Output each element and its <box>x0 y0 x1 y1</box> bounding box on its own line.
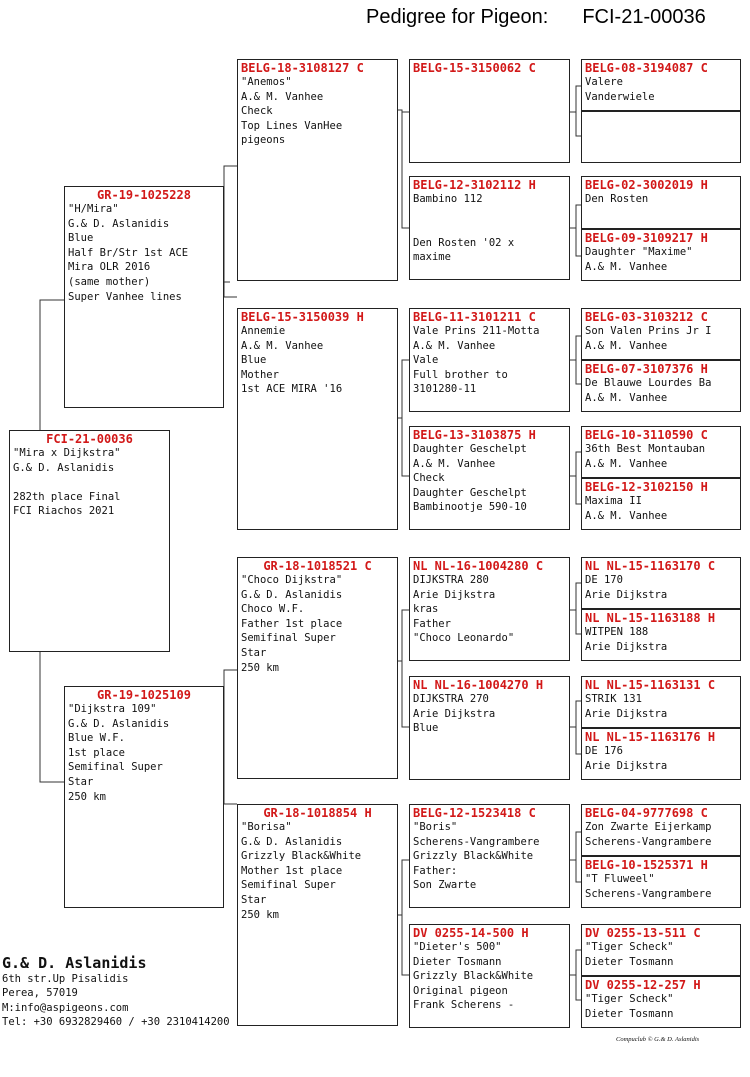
ring-number: BELG-12-3102150 H <box>585 480 708 494</box>
pigeon-card-gen4-8[interactable] <box>409 924 570 1028</box>
pigeon-detail-line: Star <box>68 775 94 788</box>
pigeon-detail-line: A.& M. Vanhee <box>241 90 324 103</box>
pigeon-card-sire-sire[interactable] <box>237 59 398 281</box>
pigeon-detail-line: "T Fluweel" <box>585 873 655 885</box>
pigeon-card-sire[interactable] <box>64 186 224 408</box>
pigeon-detail-line: Semifinal Super <box>241 879 336 892</box>
pigeon-detail-line <box>413 207 566 222</box>
pigeon-detail-line: Son Zwarte <box>413 879 477 892</box>
pigeon-detail-line: Check <box>413 472 445 485</box>
pigeon-card-gen5-16[interactable] <box>581 976 741 1028</box>
pigeon-detail-line: Vale <box>413 354 439 367</box>
ring-number: BELG-08-3194087 C <box>585 61 708 75</box>
pigeon-detail-line: A.& M. Vanhee <box>585 339 668 352</box>
pigeon-detail-line: G.& D. Aslanidis <box>68 217 170 230</box>
pigeon-detail-line: G.& D. Aslanidis <box>241 588 343 601</box>
pigeon-detail-line: Blue <box>68 232 94 245</box>
pigeon-detail-line: Maxima II <box>585 495 642 507</box>
breeder-address-line: Perea, 57019 <box>2 987 78 1000</box>
pigeon-detail-line: A.& M. Vanhee <box>413 339 496 352</box>
ring-number: NL NL-15-1163131 C <box>585 678 716 692</box>
pigeon-detail-line <box>13 475 166 490</box>
pigeon-detail-line: 36th Best Montauban <box>585 443 706 455</box>
pigeon-card-gen5-3[interactable] <box>581 176 741 229</box>
ring-number: GR-18-1018521 C <box>263 559 372 573</box>
pigeon-card-gen4-1[interactable] <box>409 59 570 163</box>
ring-number: BELG-15-3150062 C <box>413 61 536 75</box>
pigeon-detail-line: G.& D. Aslanidis <box>241 835 343 848</box>
pigeon-detail-line: Valere <box>585 76 623 88</box>
pigeon-detail-line: Full brother to <box>413 368 508 381</box>
pigeon-card-gen5-4[interactable] <box>581 229 741 281</box>
pigeon-card-subject[interactable] <box>9 430 170 652</box>
pigeon-detail-line: Vanderwiele <box>585 90 655 103</box>
ring-number: BELG-12-1523418 C <box>413 806 536 820</box>
ring-number: GR-19-1025228 <box>97 188 191 202</box>
pigeon-detail-line: Arie Dijkstra <box>585 588 668 601</box>
pigeon-detail-line: 282th place Final <box>13 490 121 503</box>
pigeon-detail-line: Top Lines VanHee <box>241 119 343 132</box>
pigeon-detail-line: "H/Mira" <box>68 203 119 215</box>
pigeon-detail-line: A.& M. Vanhee <box>585 391 668 404</box>
pigeon-detail-line: Arie Dijkstra <box>585 759 668 772</box>
ring-number: DV 0255-12-257 H <box>585 978 701 992</box>
pigeon-detail-line: 1st ACE MIRA '16 <box>241 383 343 396</box>
pigeon-detail-line: Blue W.F. <box>68 732 125 745</box>
pigeon-card-gen4-4[interactable] <box>409 426 570 530</box>
pigeon-detail-line: "Tiger Scheck" <box>585 993 674 1005</box>
ring-number: BELG-11-3101211 C <box>413 310 536 324</box>
pigeon-detail-line: 250 km <box>241 661 279 674</box>
pigeon-card-gen4-2[interactable] <box>409 176 570 280</box>
pigeon-card-gen5-14[interactable] <box>581 856 741 908</box>
pigeon-detail-line: DIJKSTRA 280 <box>413 574 489 586</box>
pigeon-detail-line: Mother <box>241 368 279 381</box>
pigeon-detail-line: Daughter Geschelpt <box>413 486 527 499</box>
pigeon-detail-line: DIJKSTRA 270 <box>413 693 489 705</box>
pigeon-detail-line: "Borisa" <box>241 821 292 833</box>
pigeon-detail-line: Dieter Tosmann <box>585 1007 674 1020</box>
pigeon-detail-line: 250 km <box>68 790 106 803</box>
pigeon-detail-line: Dieter Tosmann <box>585 955 674 968</box>
pigeon-detail-line: Half Br/Str 1st ACE <box>68 246 189 259</box>
pigeon-detail-line: 1st place <box>68 746 125 759</box>
pigeon-card-gen5-15[interactable] <box>581 924 741 976</box>
ring-number: BELG-09-3109217 H <box>585 231 708 245</box>
pigeon-card-gen5-11[interactable] <box>581 676 741 728</box>
pigeon-detail-line: A.& M. Vanhee <box>585 260 668 273</box>
pigeon-detail-line: Star <box>241 646 267 659</box>
pigeon-detail-line: STRIK 131 <box>585 693 642 705</box>
pigeon-card-gen4-5[interactable] <box>409 557 570 661</box>
pigeon-detail-line: Den Rosten <box>585 193 649 205</box>
ring-number: BELG-07-3107376 H <box>585 362 708 376</box>
pigeon-card-dam-sire[interactable] <box>237 557 398 779</box>
pigeon-card-gen5-6[interactable] <box>581 360 741 412</box>
ring-number: BELG-13-3103875 H <box>413 428 536 442</box>
pigeon-detail-line: "Dieter's 500" <box>413 941 502 953</box>
pigeon-detail-line: Choco W.F. <box>241 603 305 616</box>
pigeon-detail-line: Bambinootje 590-10 <box>413 501 527 514</box>
pigeon-detail-line: Scherens-Vangrambere <box>585 835 712 848</box>
pigeon-card-gen5-12[interactable] <box>581 728 741 780</box>
pigeon-detail-line: Mother 1st place <box>241 864 343 877</box>
pigeon-card-gen5-8[interactable] <box>581 478 741 530</box>
pigeon-detail-line: Original pigeon <box>413 984 508 997</box>
pigeon-detail-line: G.& D. Aslanidis <box>68 717 170 730</box>
ring-number: GR-19-1025109 <box>97 688 191 702</box>
pigeon-detail-line: "Mira x Dijkstra" <box>13 447 121 459</box>
pigeon-detail-line: Father <box>413 617 451 630</box>
pigeon-detail-line: Grizzly Black&White <box>413 850 534 863</box>
ring-number: BELG-15-3150039 H <box>241 310 364 324</box>
pigeon-card-gen4-3[interactable] <box>409 308 570 412</box>
ring-number: BELG-10-3110590 C <box>585 428 708 442</box>
pigeon-detail-line: A.& M. Vanhee <box>241 339 324 352</box>
title-ring: FCI-21-00036 <box>582 6 706 28</box>
pigeon-detail-line: Father: <box>413 864 458 877</box>
ring-number: DV 0255-14-500 H <box>413 926 529 940</box>
pigeon-card-dam-dam[interactable] <box>237 804 398 1026</box>
pigeon-detail-line: "Choco Dijkstra" <box>241 574 343 586</box>
pigeon-card-gen5-2[interactable] <box>581 111 741 163</box>
pigeon-card-sire-dam[interactable] <box>237 308 398 530</box>
pigeon-detail-line: A.& M. Vanhee <box>585 457 668 470</box>
pigeon-detail-line: Annemie <box>241 325 286 337</box>
pigeon-detail-line: Bambino 112 <box>413 193 483 205</box>
pigeon-detail-line: "Boris" <box>413 821 458 833</box>
pigeon-detail-line: kras <box>413 603 439 616</box>
ring-number: BELG-18-3108127 C <box>241 61 364 75</box>
ring-number: BELG-12-3102112 H <box>413 178 536 192</box>
pigeon-detail-line: "Tiger Scheck" <box>585 941 674 953</box>
pigeon-detail-line: DE 170 <box>585 574 623 586</box>
footer-credit: Compuclub © G.& D. Aslanidis <box>616 1036 700 1043</box>
pigeon-detail-line <box>413 221 566 236</box>
ring-number: NL NL-16-1004280 C <box>413 559 544 573</box>
ring-number: BELG-10-1525371 H <box>585 858 708 872</box>
pigeon-detail-line: Semifinal Super <box>241 632 336 645</box>
pigeon-detail-line: pigeons <box>241 134 286 147</box>
pigeon-detail-line: DE 176 <box>585 745 623 757</box>
breeder-name: G.& D. Aslanidis <box>2 954 147 972</box>
pigeon-detail-line: Star <box>241 893 267 906</box>
pigeon-detail-line: 250 km <box>241 908 279 921</box>
pigeon-detail-line: Den Rosten '02 x <box>413 236 515 249</box>
ring-number: DV 0255-13-511 C <box>585 926 701 940</box>
pigeon-detail-line: A.& M. Vanhee <box>413 457 496 470</box>
pigeon-detail-line: Son Valen Prins Jr I <box>585 325 712 337</box>
pigeon-detail-line: WITPEN 188 <box>585 626 649 638</box>
pigeon-card-gen4-6[interactable] <box>409 676 570 780</box>
pigeon-detail-line: Vale Prins 211-Motta <box>413 325 540 337</box>
pigeon-detail-line: Zon Zwarte Eijerkamp <box>585 821 712 833</box>
ring-number: BELG-04-9777698 C <box>585 806 708 820</box>
pigeon-detail-line: Blue <box>241 354 267 367</box>
pigeon-detail-line: Blue <box>413 722 439 735</box>
ring-number: BELG-03-3103212 C <box>585 310 708 324</box>
ring-number: BELG-02-3002019 H <box>585 178 708 192</box>
pigeon-card-gen5-10[interactable] <box>581 609 741 661</box>
ring-number: NL NL-15-1163170 C <box>585 559 716 573</box>
pigeon-detail-line: Frank Scherens - <box>413 999 515 1012</box>
pigeon-card-gen4-7[interactable] <box>409 804 570 908</box>
pigeon-detail-line: De Blauwe Lourdes Ba <box>585 377 712 389</box>
pigeon-card-gen5-13[interactable] <box>581 804 741 856</box>
pigeon-detail-line: A.& M. Vanhee <box>585 509 668 522</box>
pigeon-detail-line: Mira OLR 2016 <box>68 261 151 274</box>
pigeon-detail-line: Scherens-Vangrambere <box>413 835 540 848</box>
pigeon-detail-line: Grizzly Black&White <box>241 850 362 863</box>
pigeon-detail-line: Daughter "Maxime" <box>585 246 693 258</box>
pigeon-detail-line: Daughter Geschelpt <box>413 443 527 455</box>
pigeon-card-gen5-9[interactable] <box>581 557 741 609</box>
pigeon-detail-line: Super Vanhee lines <box>68 290 182 303</box>
pigeon-detail-line: Arie Dijkstra <box>585 707 668 720</box>
ring-number: NL NL-16-1004270 H <box>413 678 544 692</box>
pigeon-detail-line: Father 1st place <box>241 617 343 630</box>
breeder-phone: Tel: +30 6932829460 / +30 2310414200 <box>2 1016 230 1029</box>
pigeon-card-gen5-5[interactable] <box>581 308 741 360</box>
pigeon-detail-line: Arie Dijkstra <box>413 588 496 601</box>
ring-number: GR-18-1018854 H <box>263 806 372 820</box>
ring-number: NL NL-15-1163188 H <box>585 611 716 625</box>
pigeon-detail-line: Arie Dijkstra <box>585 640 668 653</box>
ring-number: NL NL-15-1163176 H <box>585 730 716 744</box>
pigeon-detail-line: Arie Dijkstra <box>413 707 496 720</box>
pigeon-detail-line: Grizzly Black&White <box>413 970 534 983</box>
pigeon-card-gen5-7[interactable] <box>581 426 741 478</box>
pigeon-detail-line: "Anemos" <box>241 76 292 88</box>
pigeon-detail-line: Semifinal Super <box>68 761 163 774</box>
pigeon-detail-line: Scherens-Vangrambere <box>585 887 712 900</box>
title-label: Pedigree for Pigeon: <box>366 6 549 28</box>
pigeon-detail-line: G.& D. Aslanidis <box>13 461 115 474</box>
pigeon-card-dam[interactable] <box>64 686 224 908</box>
pigeon-detail-line: (same mother) <box>68 275 151 288</box>
ring-number: FCI-21-00036 <box>46 432 133 446</box>
breeder-email[interactable]: M:info@aspigeons.com <box>2 1001 129 1014</box>
page-title <box>366 6 706 29</box>
pigeon-detail-line: maxime <box>413 251 451 264</box>
pigeon-detail-line: 3101280-11 <box>413 383 477 396</box>
breeder-info <box>2 954 230 1030</box>
pigeon-detail-line: Check <box>241 105 273 118</box>
pigeon-detail-line: FCI Riachos 2021 <box>13 505 115 518</box>
pigeon-detail-line: "Dijkstra 109" <box>68 703 157 715</box>
pigeon-card-gen5-1[interactable] <box>581 59 741 111</box>
pigeon-detail-line: "Choco Leonardo" <box>413 632 515 645</box>
breeder-address-line: 6th str.Up Pisalidis <box>2 973 129 985</box>
pigeon-detail-line: Dieter Tosmann <box>413 955 502 968</box>
